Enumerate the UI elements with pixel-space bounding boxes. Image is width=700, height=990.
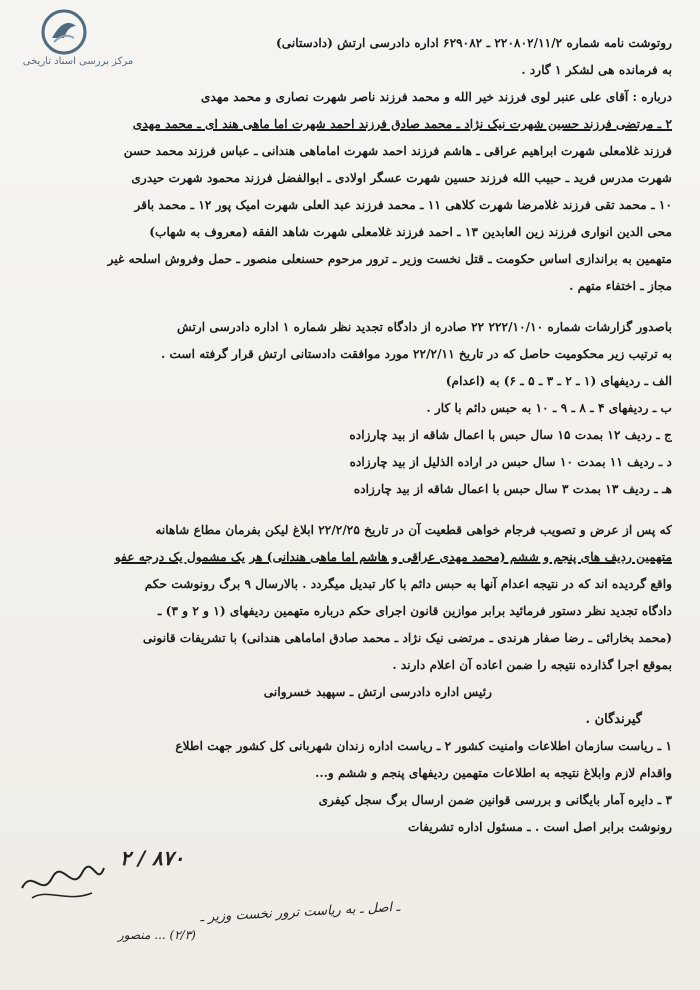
document-body: [30, 30, 672, 970]
paragraph-gap: [30, 300, 672, 314]
document-line: (محمد بخارائی ـ رضا صفار هرندی ـ مرتضی نیک نژاد ـ محمد صادق اماماهی هندانی) با تشریفات قانونی: [142, 631, 672, 645]
document-line: دادگاه تجدید نظر دستور فرمائید برابر موازین قانون اجرای حکم درباره متهمین ردیفهای (۱ و ۲ و ۳) ـ: [157, 604, 672, 618]
document-line: الف ـ ردیفهای (۱ ـ ۲ ـ ۳ ـ ۵ ـ ۶) به (اعدام): [445, 374, 672, 388]
document-line: به فرمانده هی لشکر ۱ گارد .: [521, 63, 672, 77]
document-line: بموقع اجرا گذارده نتیجه را ضمن اعاده آن اعلام دارند .: [392, 658, 672, 672]
recipient-line: ۱ ـ ریاست سازمان اطلاعات وامنیت کشور ۲ ـ ریاست اداره زندان شهربانی کل کشور جهت اطلاع: [175, 739, 672, 753]
document-line: روتوشت نامه شماره ۲۲۰۸۰۲/۱۱/۲ ـ ۶۲۹۰۸۲ اداره دادرسی ارتش (دادستانی): [275, 36, 672, 50]
document-line: د ـ ردیف ۱۱ بمدت ۱۰ سال حبس در اراده الذلیل از بید چارزاده: [349, 455, 672, 469]
document-line: فرزند غلامعلی شهرت ابراهیم عراقی ـ هاشم فرزند احمد شهرت اماماهی هندانی ـ عباس فرزند محمد حسن: [123, 144, 672, 158]
signer-line: رئیس اداره دادرسی ارتش ـ سپهبد خسروانی: [263, 685, 492, 699]
handwritten-number: ۸۷۰ / ۲: [120, 846, 185, 870]
letter-lines: [30, 30, 672, 679]
document-line: مجاز ـ اختفاء متهم .: [569, 279, 672, 293]
document-line: ۱۰ ـ محمد تقی فرزند غلامرضا شهرت کلاهی ۱۱ ـ محمد فرزند عبد العلی شهرت امیک پور ۱۲ ـ محمد باقر: [134, 198, 672, 212]
document-line: محی الدین انواری فرزند زین العابدین ۱۳ ـ احمد فرزند غلامعلی شهرت شاهد الفقه (معروف به شهاب): [149, 225, 672, 239]
document-line: که پس از عرض و تصویب فرجام خواهی قطعیت آن در تاریخ ۲۲/۲/۲۵ ابلاغ لیکن بفرمان مطاع شاهانه: [155, 523, 672, 537]
document-line: ج ـ ردیف ۱۲ بمدت ۱۵ سال حبس با اعمال شاقه از بید چارزاده: [349, 428, 672, 442]
document-line: درباره : آقای علی عنبر لوی فرزند خیر الله و محمد فرزند ناصر شهرت نصاری و محمد مهدی: [200, 90, 672, 104]
document-line: به ترتیب زیر محکومیت حاصل که در تاریخ ۲۲/۲/۱۱ مورد موافقت دادستانی ارتش قرار گرفته است .: [160, 347, 672, 361]
handwritten-note-2: (۲/۳) ... منصور: [118, 928, 196, 942]
document-line: شهرت مدرس فرید ـ حبیب الله فرزند حسین شهرت عسگر اولادی ـ ابوالفضل فرزند محمود شهرت حیدری: [131, 171, 672, 185]
watermark-text: مرکز بررسی اسناد تاریخی: [22, 56, 134, 67]
recipients-title: گیرندگان .: [585, 712, 642, 727]
document-line: ب ـ ردیفهای ۴ ـ ۸ ـ ۹ ـ ۱۰ به حبس دائم با کار .: [426, 401, 672, 415]
document-line: هـ ـ ردیف ۱۳ بمدت ۳ سال حبس با اعمال شاقه از بید چارزاده: [353, 482, 672, 496]
document-line: ۲ ـ مرتضی فرزند حسین شهرت نیک نژاد ـ محمد صادق فرزند احمد شهرت اما ماهی هند ای ـ محمد مهدی: [132, 117, 672, 131]
document-line: متهمین به براندازی اساس حکومت ـ قتل نخست وزیر ـ ترور مرحوم حسنعلی منصور ـ حمل وفروش اسلحه غیر: [107, 252, 672, 266]
recipient-line: واقدام لازم وابلاغ نتیجه به اطلاعات متهمین ردیفهای پنجم و ششم و...: [315, 766, 672, 780]
handwritten-note: ـ اصل ـ به ریاست ترور نخست وزیر ـ: [199, 899, 401, 926]
paragraph-gap: [30, 503, 672, 517]
document-line: واقع گردیده اند که در نتیجه اعدام آنها به حبس دائم با کار تبدیل میگردد . بالارسال ۹ برگ رونوشت حکم: [144, 577, 672, 591]
document-line: باصدور گزارشات شماره ۲۲۲/۱۰/۱۰ ۲۲ صادره از دادگاه تجدید نظر شماره ۱ اداره دادرسی ارتش: [176, 320, 672, 334]
recipient-line: رونوشت برابر اصل است . ـ مسئول اداره تشریفات: [408, 820, 672, 834]
document-line: متهمین ردیف های پنجم و ششم (محمد مهدی عراقی و هاشم اما ماهی هندانی) هر یک مشمول یک درجه عفو: [114, 550, 672, 564]
signature-icon: [12, 858, 112, 908]
recipient-line: ۳ ـ دایره آمار بایگانی و بررسی قوانین ضمن ارسال برگ سجل کیفری: [318, 793, 672, 807]
recipients-lines: [30, 733, 672, 841]
